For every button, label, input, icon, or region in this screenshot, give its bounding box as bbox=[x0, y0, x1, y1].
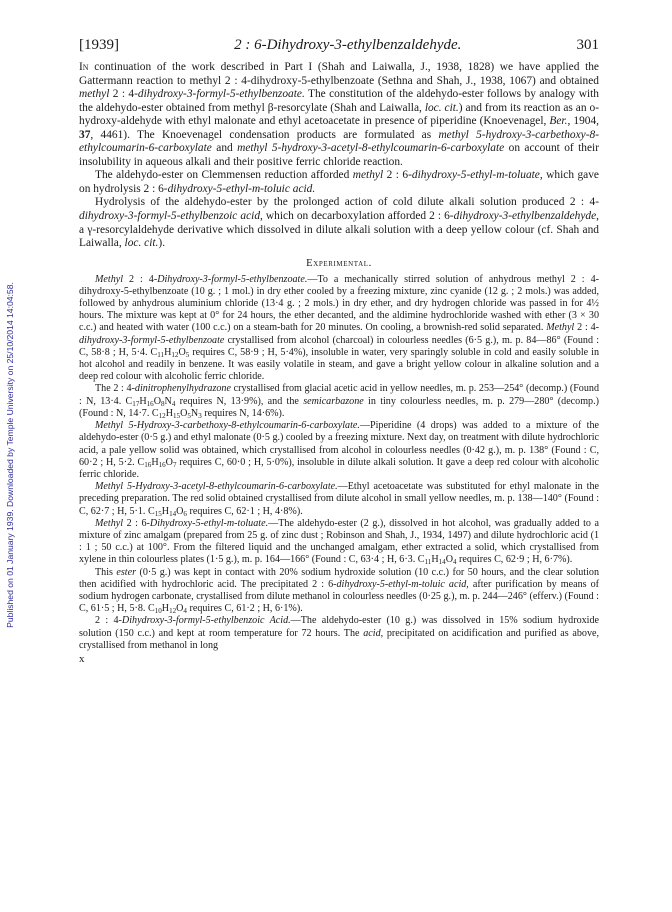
text-run: requires C, 61·2 ; H, 6·1%). bbox=[186, 603, 303, 615]
intro-paragraph-1 bbox=[79, 61, 599, 169]
text-run: O bbox=[445, 554, 453, 566]
text-run: ) and from its reaction as an o-hydroxy-aldehyde with ethyl malonate and ethyl acetoacetate in presence of piperidine (Knoevenagel, bbox=[79, 101, 599, 128]
text-run: This bbox=[95, 566, 117, 578]
text-run: , a γ-resorcylaldehyde derivative which dissolved in dilute alkali solution with a deep yellow colour (cf. Shah and Laiwalla, bbox=[79, 210, 599, 250]
experimental-paragraph-1 bbox=[79, 274, 599, 384]
formula-subscript: 12 bbox=[169, 607, 177, 616]
experimental-paragraph-7 bbox=[79, 615, 599, 652]
text-run: O bbox=[153, 395, 161, 407]
text-run: acid bbox=[363, 627, 381, 639]
text-run: dihydroxy-5-ethyl-m-toluic acid, bbox=[336, 578, 469, 590]
text-run: crystallised from alcohol (charcoal) in colourless needles (6·5 g.), m. p. 84—86° (Found : C, 58·8 ; H, 5·4. C bbox=[79, 334, 599, 358]
text-run: O bbox=[165, 456, 173, 468]
experimental-paragraph-6 bbox=[79, 567, 599, 616]
text-run: dihydroxy-5-ethyl-m-toluate bbox=[411, 169, 540, 182]
formula-subscript: 11 bbox=[157, 350, 165, 359]
formula-subscript: 10 bbox=[154, 607, 162, 616]
formula-subscript: 16 bbox=[158, 460, 166, 469]
header-title: 2 : 6-Dihydroxy-3-ethylbenzaldehyde. bbox=[234, 37, 462, 53]
formula-subscript: 12 bbox=[171, 350, 179, 359]
formula-subscript: 17 bbox=[132, 399, 140, 408]
intro-paragraph-2 bbox=[79, 169, 599, 196]
text-run: methyl 5-hydroxy-3-acetyl-8-ethylcoumarin-6-carboxylate bbox=[237, 142, 505, 155]
text-run: 2 : 6- bbox=[123, 517, 150, 529]
formula-subscript: 4 bbox=[171, 399, 176, 408]
experimental-paragraph-4 bbox=[79, 481, 599, 518]
formula-subscript: 5 bbox=[187, 411, 191, 420]
text-run: , precipitated on acidification and purified as above, crystallised from methanol in long bbox=[79, 627, 599, 651]
text-run: N bbox=[164, 395, 172, 407]
header-page-number: 301 bbox=[576, 37, 599, 53]
journal-page bbox=[79, 37, 599, 665]
text-run: , 1904, bbox=[567, 115, 599, 128]
text-run: semicarbazone bbox=[303, 395, 364, 407]
text-run: (0·5 g.) was kept in contact with 20% sodium hydroxide solution (10 c.c.) for 50 hours, and the clear solution then acidified with hydrochloric acid. The precipitated 2 : 6- bbox=[79, 566, 600, 590]
intro-paragraph-3 bbox=[79, 196, 599, 250]
download-watermark-text: Published on 01 January 1939. Downloaded by Temple University on 25/10/2014 14:04:58. bbox=[5, 282, 15, 628]
text-run: ester bbox=[116, 566, 137, 578]
text-run: H bbox=[431, 554, 439, 566]
text-run: O bbox=[180, 407, 188, 419]
formula-subscript: 4 bbox=[452, 558, 457, 567]
text-run: methyl bbox=[79, 88, 110, 101]
text-run: H bbox=[165, 407, 173, 419]
text-run: In bbox=[79, 61, 89, 73]
text-run: loc. cit. bbox=[424, 101, 459, 114]
text-run: —Ethyl acetoacetate was substituted for ethyl malonate in the preceding preparation. The red solid obtained crystallised from dilute alcohol in small yellow needles, m. p. 138—140° (Found : C, 62·7 ; H, 5·1. C bbox=[79, 481, 599, 517]
text-run: dihydroxy-3-ethylbenzaldehyde bbox=[453, 210, 597, 223]
formula-subscript: 15 bbox=[173, 411, 181, 420]
text-run: dinitrophenylhydrazone bbox=[134, 383, 231, 395]
text-run: H bbox=[151, 456, 159, 468]
text-run: Dihydroxy-3-formyl-5-ethylbenzoic Acid. bbox=[121, 615, 291, 627]
formula-subscript: 4 bbox=[183, 607, 187, 616]
running-header bbox=[79, 37, 599, 54]
text-run: requires N, 14·6%). bbox=[201, 407, 285, 419]
formula-subscript: 5 bbox=[185, 350, 190, 359]
text-run: Methyl 5-Hydroxy-3-acetyl-8-ethylcoumarin-6-carboxylate. bbox=[95, 481, 338, 493]
text-run: dihydroxy-3-formyl-5-ethylbenzoate. bbox=[137, 88, 305, 101]
formula-subscript: 16 bbox=[146, 399, 154, 408]
signature-mark: x bbox=[79, 652, 85, 665]
text-run: Methyl bbox=[95, 517, 124, 529]
formula-subscript: 3 bbox=[198, 411, 202, 420]
formula-subscript: 14 bbox=[169, 509, 177, 518]
text-run: Methyl bbox=[95, 273, 124, 285]
text-run: H bbox=[161, 603, 170, 615]
header-year: [1939] bbox=[79, 37, 119, 53]
text-run: 2 : 4- bbox=[123, 273, 158, 285]
text-run: 2 : 4- bbox=[574, 322, 599, 334]
formula-subscript: 16 bbox=[144, 460, 152, 469]
text-run: Methyl bbox=[546, 322, 575, 334]
text-run: in tiny colourless needles, m. p. 279—280° (decomp.) (Found : N, 14·7. C bbox=[79, 395, 599, 419]
text-run: H bbox=[161, 505, 170, 517]
text-run: , 4461). The Knoevenagel condensation products are formulated as bbox=[90, 128, 439, 141]
text-run: requires C, 58·9 ; H, 5·4%), insoluble in water, very sparingly soluble in cold and easily soluble in hot alcohol and readily in benzene. It was easily volatile in steam, and gave a bright yellow colour in alkaline solution and a deep red colour with alcoholic ferric chloride. bbox=[79, 346, 600, 383]
text-run: 37 bbox=[79, 128, 91, 141]
text-run: Ber. bbox=[549, 115, 568, 128]
text-run: N bbox=[190, 407, 199, 419]
text-run: , which on decarboxylation afforded 2 : 6- bbox=[260, 210, 454, 223]
text-run: and bbox=[211, 142, 238, 155]
text-run: requires N, 13·9%), and the bbox=[175, 395, 304, 407]
text-run: dihydroxy-3-formyl-5-ethylbenzoic acid bbox=[79, 210, 261, 223]
text-run: Dihydroxy-5-ethyl-m-toluate. bbox=[149, 517, 269, 529]
text-run: 2 : 4- bbox=[95, 615, 122, 627]
experimental-paragraph-3 bbox=[79, 420, 599, 481]
formula-subscript: 15 bbox=[154, 509, 162, 518]
formula-subscript: 12 bbox=[158, 411, 166, 420]
text-run: methyl 5-hydroxy-3-carbethoxy-8-ethylcoumarin-6-carboxylate bbox=[79, 128, 599, 155]
text-run: continuation of the work described in Part I (Shah and Laiwalla, J., 1938, 1828) we have applied the Gattermann reaction to methyl 2 : 4-dihydroxy-5-ethylbenzoate (Sethna and Shah, J., 1938, 1067) and obtained bbox=[79, 61, 599, 87]
text-run: —Piperidine (4 drops) was added to a mixture of the aldehydo-ester (0·5 g.) and ethyl malonate (0·5 g.) cooled by a freezing mixture. Next day, on treatment with dilute hydrochloric acid, a pale yellow solid was obtained, which crystallised from alcohol in colourless needles (0·42 g.), m. p. 138° (Found : C, 60·2 ; H, 5·2. C bbox=[79, 420, 599, 468]
text-run: —The aldehydo-ester (10 g.) was dissolved in 15% sodium hydroxide solution (150 c.c.) and kept at room temperature for 72 hours. The bbox=[79, 615, 599, 639]
formula-subscript: 7 bbox=[172, 460, 177, 469]
text-run: , which gave on hydrolysis 2 : 6- bbox=[79, 169, 599, 195]
experimental-paragraph-2 bbox=[79, 383, 599, 420]
section-heading-experimental: Experimental. bbox=[306, 257, 372, 269]
text-run: O bbox=[176, 505, 184, 517]
text-run: Methyl 5-Hydroxy-3-carbethoxy-8-ethylcoumarin-6-carboxylate. bbox=[95, 420, 360, 432]
text-run: methyl bbox=[352, 169, 384, 182]
text-run: Hydrolysis of the aldehydo-ester by the prolonged action of cold dilute alkali solution produced 2 : 4- bbox=[95, 196, 599, 209]
text-run: —The aldehydo-ester (2 g.), dissolved in hot alcohol, was gradually added to a mixture of zinc amalgam (prepared from 25 g. of zinc dust ; Robinson and Shah, J., 1934, 1497) and dilute hydrochloric acid (1 : 1 ; 50 c.c.) at 100°. From the filtered liquid and the unchanged amalgam, ether extracted a solid, which crystallised from xylene in thin colourless plates (1·5 g.), m. p. 164—166° (Found : C, 63·4 ; H, 6·3. C bbox=[79, 517, 599, 566]
formula-subscript: 11 bbox=[424, 558, 432, 567]
text-run: on account of their insolubility in aqueous alkali and their positive ferric chloride reaction. bbox=[79, 142, 600, 168]
formula-subscript: 14 bbox=[438, 558, 446, 567]
text-run: after purification by means of sodium hydrogen carbonate, crystallised from dilute methanol in colourless needles (0·25 g.), m. p. 244—246° (efferv.) (Found : C, 61·5 ; H, 5·8. C bbox=[79, 578, 600, 615]
text-run: dihydroxy-5-ethyl-m-toluic acid. bbox=[167, 182, 316, 195]
text-run: H bbox=[139, 395, 147, 407]
text-run: Dihydroxy-3-formyl-5-ethylbenzoate. bbox=[157, 273, 308, 285]
text-run: requires C, 62·9 ; H, 6·7%). bbox=[456, 554, 573, 566]
text-run: The aldehydo-ester on Clemmensen reduction afforded bbox=[95, 169, 353, 182]
formula-subscript: 8 bbox=[161, 399, 165, 408]
text-run: requires C, 60·0 ; H, 5·0%), insoluble in dilute alkali solution. It gave a deep red colour with alcoholic ferric chloride. bbox=[79, 456, 599, 480]
text-run: O bbox=[178, 346, 186, 358]
download-watermark bbox=[2, 90, 18, 820]
text-run: 2 : 6- bbox=[383, 169, 412, 182]
text-run: loc. cit. bbox=[124, 237, 159, 250]
formula-subscript: 6 bbox=[183, 509, 187, 518]
text-run: H bbox=[164, 346, 172, 358]
text-run: ). bbox=[158, 237, 166, 250]
text-run: The 2 : 4- bbox=[95, 383, 135, 395]
text-run: The constitution of the aldehydo-ester follows by analogy with the aldehydo-ester obtained from methyl β-resorcylate (Shah and Laiwalla, bbox=[79, 88, 599, 114]
text-run: 2 : 4- bbox=[109, 88, 138, 101]
experimental-paragraph-5 bbox=[79, 518, 599, 567]
text-run: —To a mechanically stirred solution of anhydrous methyl 2 : 4-dihydroxy-5-ethylbenzoate (10 g. ; 1 mol.) in dry ether cooled by a freezing mixture, zinc cyanide (12 g. ; 2 mols.) was added, followed by anhydrous aluminium chloride (13·4 g. ; 2 mols.) in dry ether, and dry hydrogen chloride was passed in for 4½ hours. The mixture was kept at 0° for 24 hours, the ether decanted, and the aldimine hydrochloride washed with ether (3 × 30 c.c.) and heated with water (100 c.c.) on a steam-bath for 20 minutes. On cooling, a brownish-red solid separated. bbox=[79, 273, 599, 334]
text-run: O bbox=[176, 603, 184, 615]
text-run: crystallised from glacial acetic acid in yellow needles, m. p. 253—254° (decomp.) (Found : N, 13·4. C bbox=[79, 383, 599, 407]
text-run: dihydroxy-3-formyl-5-ethylbenzoate bbox=[79, 334, 225, 346]
text-run: requires C, 62·1 ; H, 4·8%). bbox=[186, 505, 303, 517]
